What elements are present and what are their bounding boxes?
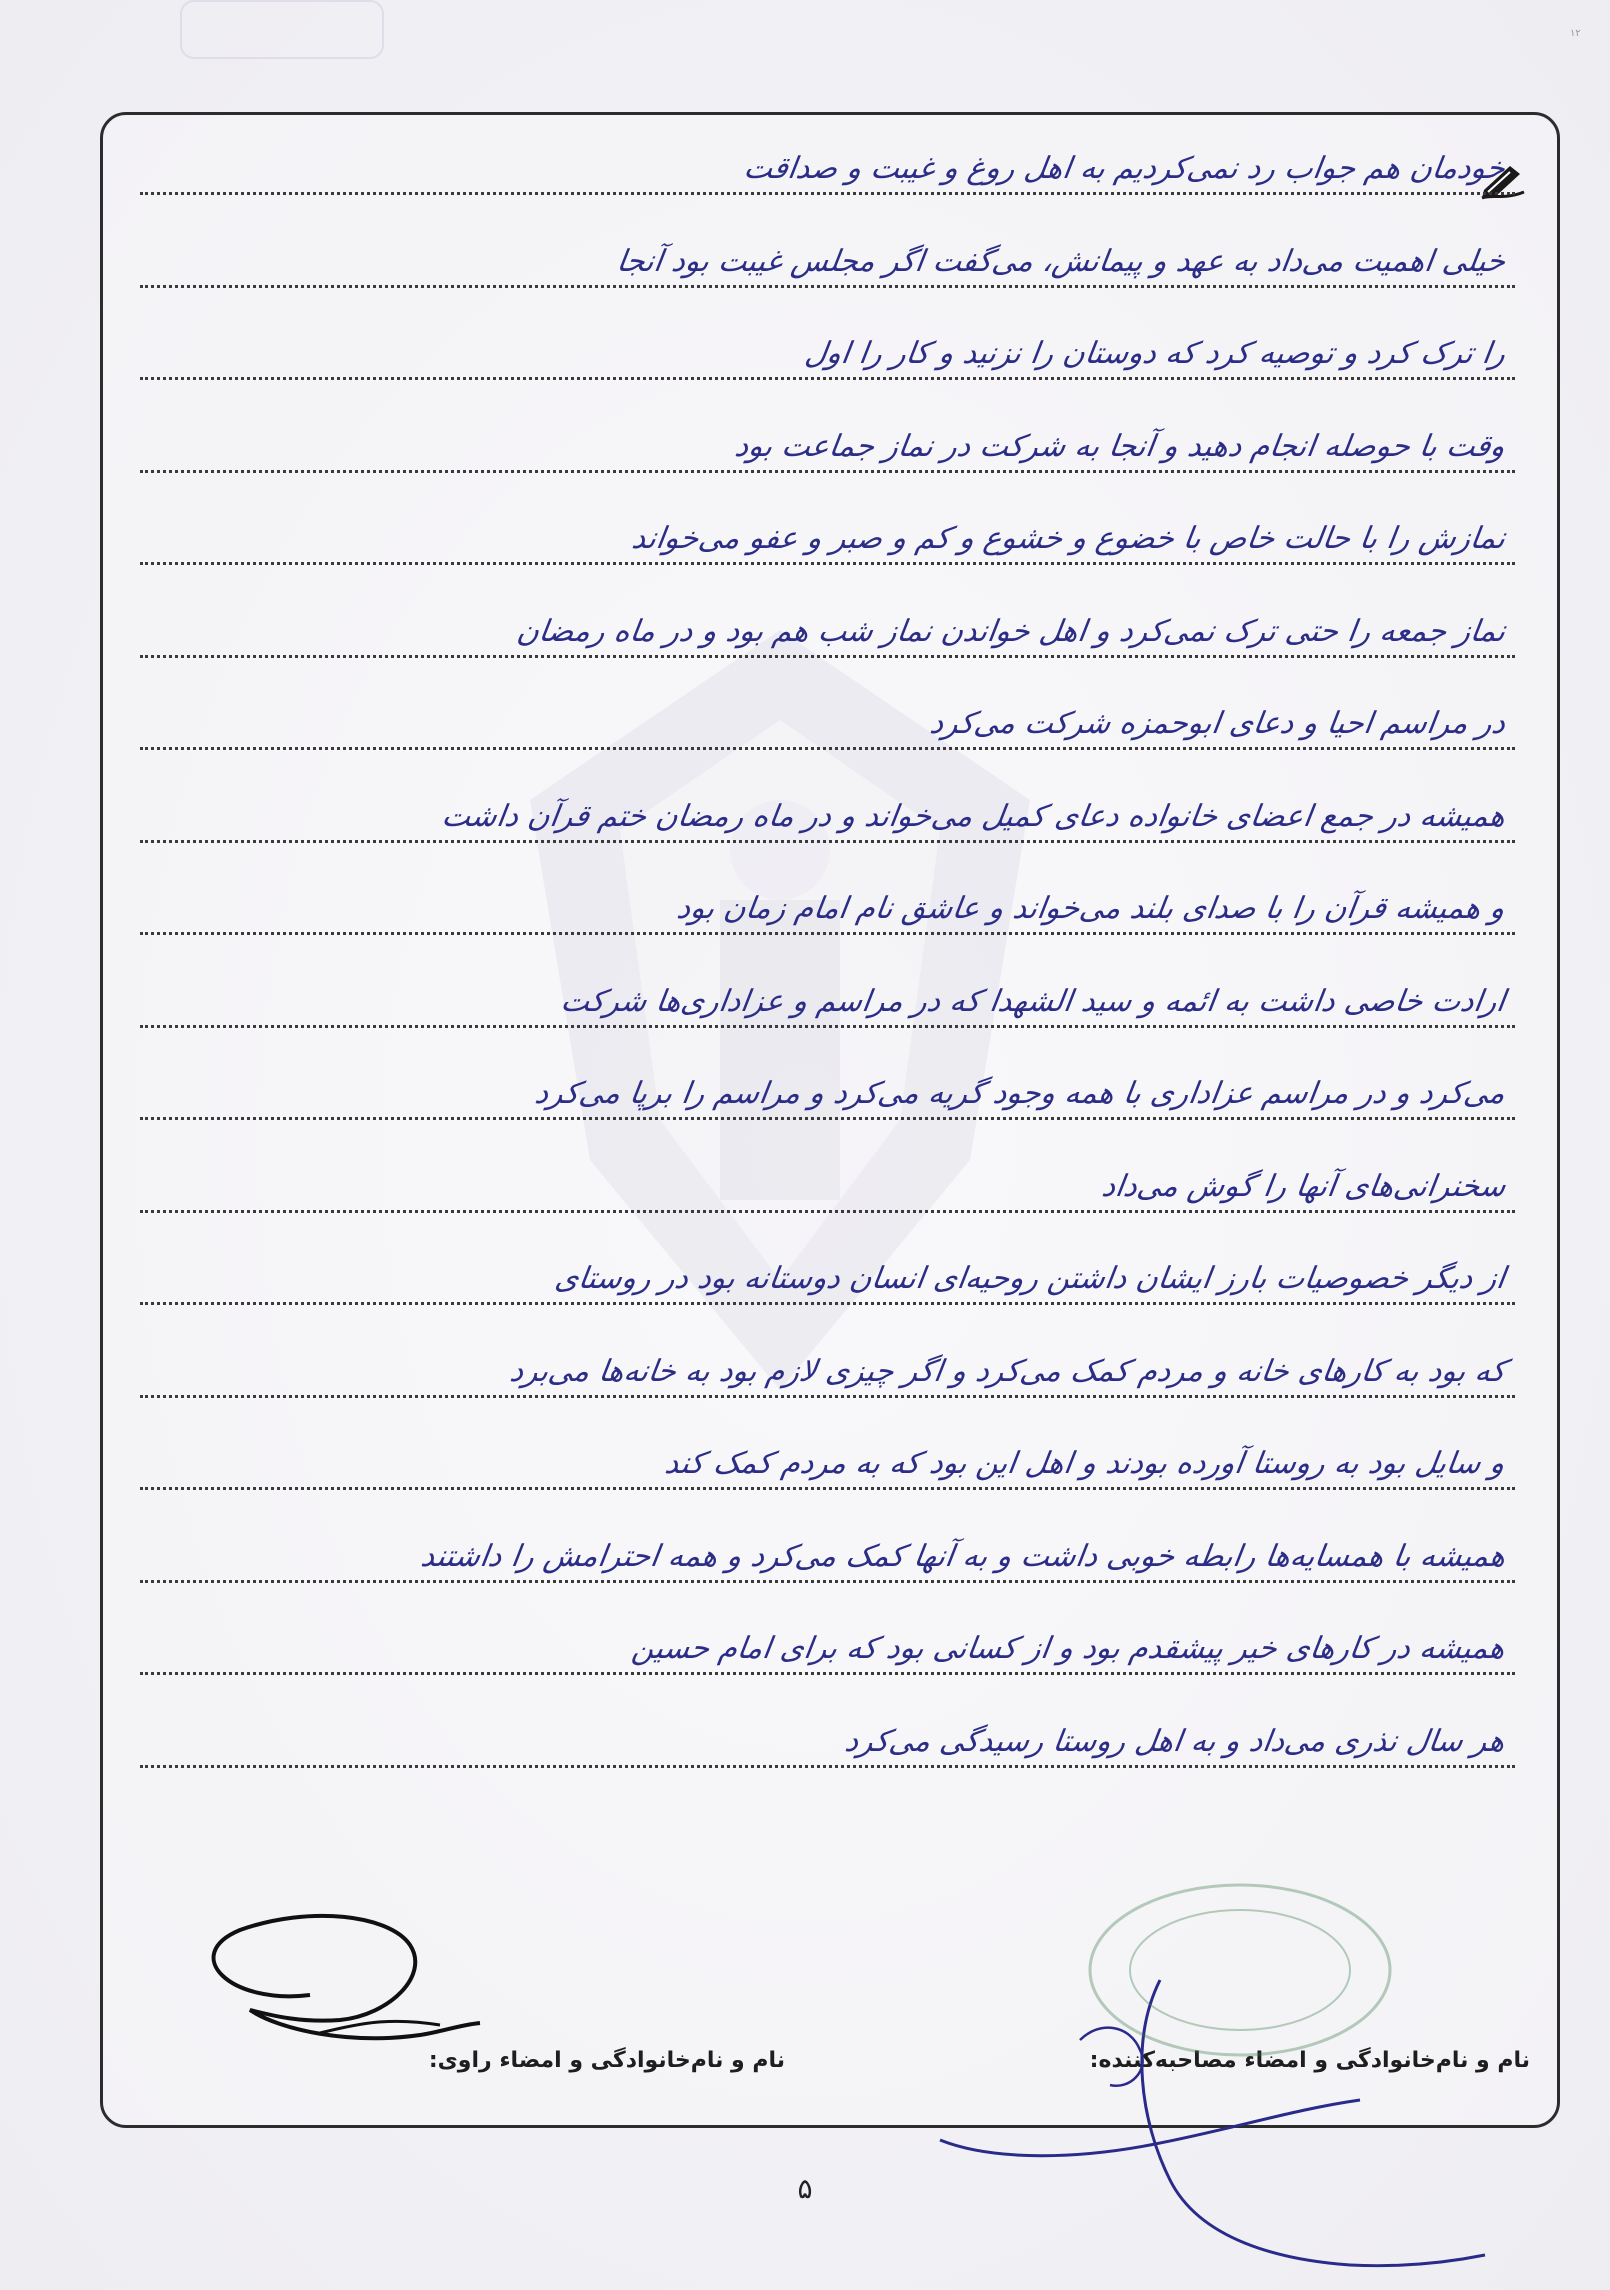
handwritten-line [140,300,1515,388]
handwritten-text: همیشه در کارهای خیر پیشقدم بود و از کسانی بود که برای امام حسین [629,1631,1508,1666]
handwritten-line [140,1503,1515,1591]
dotted-rule [140,470,1515,473]
handwritten-line [140,1133,1515,1221]
interviewer-signature-label: نام و نام‌خانوادگی و امضاء مصاحبه‌کننده: [1089,2048,1530,2073]
handwritten-text: را ترک کرد و توصیه کرد که دوستان را نزنید و کار را اول [802,336,1508,371]
handwritten-line [140,1688,1515,1776]
handwritten-text: از دیگر خصوصیات بارز ایشان داشتن روحیه‌ای انسان دوستانه بود در روستای [552,1261,1508,1296]
dotted-rule [140,1672,1515,1675]
dotted-rule [140,747,1515,750]
handwritten-line [140,485,1515,573]
handwritten-text: ارادت خاصی داشت به ائمه و سید الشهدا که در مراسم و عزاداری‌ها شرکت [558,983,1508,1019]
handwritten-text: نمازش را با حالت خاص با خضوع و خشوع و کم و صبر و عفو می‌خواند [629,521,1508,556]
handwritten-line [140,393,1515,481]
handwritten-line [140,948,1515,1036]
handwritten-line [140,1410,1515,1498]
handwritten-text: می‌کرد و در مراسم عزاداری با همه وجود گریه می‌کرد و مراسم را برپا می‌کرد [532,1076,1508,1111]
faded-stamp [180,0,384,59]
handwritten-text: خیلی اهمیت می‌داد به عهد و پیمانش، می‌گفت اگر مجلس غیبت بود آنجا [614,243,1508,279]
handwritten-text: و همیشه قرآن را با صدای بلند می‌خواند و عاشق نام امام زمان بود [675,891,1508,926]
handwritten-text: وقت با حوصله انجام دهید و آنجا به شرکت در نماز جماعت بود [732,428,1508,464]
handwritten-text: در مراسم احیا و دعای ابوحمزه شرکت می‌کرد [927,706,1508,741]
handwritten-line [140,208,1515,296]
dotted-rule [140,1302,1515,1305]
handwritten-text: همیشه با همسایه‌ها رابطه خوبی داشت و به آنها کمک می‌کرد و همه احترامش را داشتند [418,1538,1508,1574]
handwritten-line [140,763,1515,851]
handwritten-line [140,1595,1515,1683]
dotted-rule [140,655,1515,658]
handwritten-text: و سایل بود به روستا آورده بودند و اهل این بود که به مردم کمک کند [663,1446,1508,1481]
handwritten-line [140,578,1515,666]
handwritten-text: خودمان هم جواب رد نمی‌کردیم به اهل روغ و غیبت و صداقت [741,151,1508,186]
dotted-rule [140,1395,1515,1398]
dotted-rule [140,1210,1515,1213]
dotted-rule [140,840,1515,843]
handwritten-line [140,1318,1515,1406]
handwritten-line [140,1040,1515,1128]
handwritten-line [140,115,1515,203]
dotted-rule [140,285,1515,288]
handwritten-line [140,855,1515,943]
dotted-rule [140,562,1515,565]
handwritten-text: هر سال نذری می‌داد و به اهل روستا رسیدگی می‌کرد [843,1723,1508,1759]
dotted-rule [140,932,1515,935]
page-number: ۵ [797,2172,813,2205]
handwritten-line [140,1225,1515,1313]
dotted-rule [140,1117,1515,1120]
dotted-rule [140,1580,1515,1583]
dotted-rule [140,192,1515,195]
dotted-rule [140,377,1515,380]
handwritten-line [140,670,1515,758]
dotted-rule [140,1765,1515,1768]
corner-mark: ۱۲ [1570,28,1581,39]
interviewee-signature-label: نام و نام‌خانوادگی و امضاء راوی: [428,2048,785,2073]
handwritten-text: سخنرانی‌های آنها را گوش می‌داد [1099,1168,1508,1204]
dotted-rule [140,1025,1515,1028]
handwritten-text: همیشه در جمع اعضای خانواده دعای کمیل می‌خواند و در ماه رمضان ختم قرآن داشت [439,798,1508,834]
handwritten-text: نماز جمعه را حتی ترک نمی‌کرد و اهل خواندن نماز شب هم بود و در ماه رمضان [514,613,1508,649]
dotted-rule [140,1487,1515,1490]
handwritten-text: که بود به کارهای خانه و مردم کمک می‌کرد و اگر چیزی لازم بود به خانه‌ها می‌برد [507,1353,1508,1389]
